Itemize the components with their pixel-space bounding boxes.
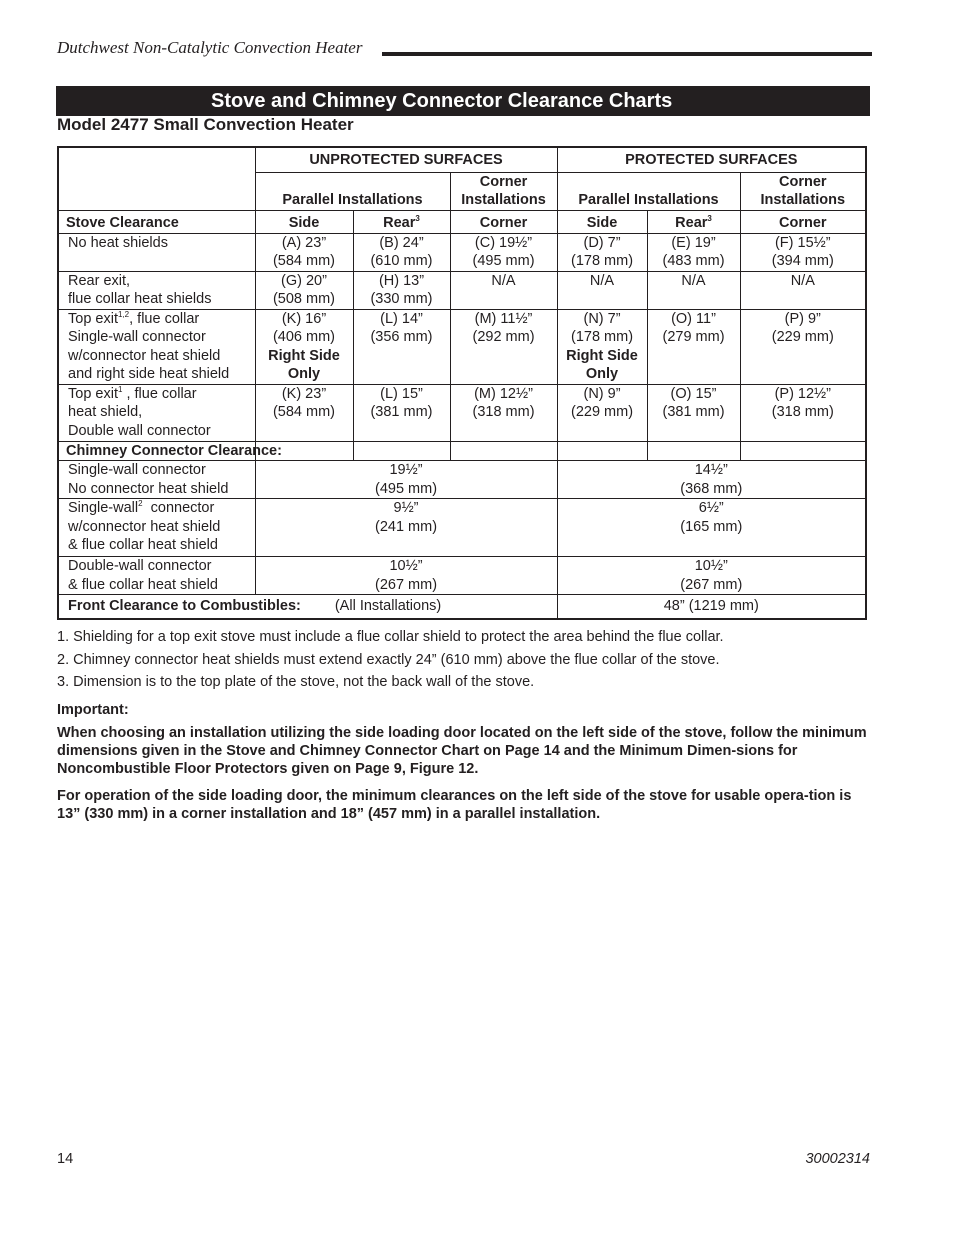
front-clearance-row	[58, 595, 866, 619]
value-cell: 10½” (267 mm)	[255, 557, 557, 595]
row-label: Rear exit, flue collar heat shields	[58, 271, 255, 309]
footnote: 2. Chimney connector heat shields must extend exactly 24” (610 mm) above the flue collar of the stove.	[57, 651, 720, 668]
value-cell: (L) 15” (381 mm)	[353, 384, 450, 441]
row-label: Top exit$^1$ , flue collar heat shield, Double wall connector	[58, 384, 255, 441]
front-clearance-value: 48” (1219 mm)	[557, 595, 866, 619]
important-paragraph-2: For operation of the side loading door, the minimum clearances on the left side of the stove for usable opera-tion is 13” (330 mm) in a corner installation and 18” (457 mm) in a parallel installation.	[57, 788, 852, 822]
value-cell: (M) 12½” (318 mm)	[450, 384, 557, 441]
protected-parallel-header: Parallel Installations	[557, 172, 740, 210]
value-cell: (F) 15½” (394 mm)	[740, 233, 866, 271]
header-blank-cell	[58, 147, 255, 210]
row-label: Top exit$^{1,2}$, flue collar Single-wall connector w/connector heat shield and right side heat shield	[58, 309, 255, 384]
table-row	[58, 309, 866, 384]
value-cell: (K) 16” (406 mm) Right Side Only	[255, 309, 353, 384]
table-row	[58, 557, 866, 595]
table-row	[58, 233, 866, 271]
chimney-connector-heading: Chimney Connector Clearance:	[58, 441, 255, 461]
value-cell: (N) 9” (229 mm)	[557, 384, 647, 441]
value-cell: N/A	[450, 271, 557, 309]
table-row	[58, 271, 866, 309]
value-cell: (O) 15” (381 mm)	[647, 384, 740, 441]
important-heading: Important:	[57, 702, 129, 718]
footnote: 1. Shielding for a top exit stove must include a flue collar shield to protect the area behind the flue collar.	[57, 629, 724, 645]
table-row	[58, 461, 866, 499]
col-rear-unprotected: Rear$^3$	[353, 210, 450, 233]
value-cell: (O) 11” (279 mm)	[647, 309, 740, 384]
table-header-row	[58, 147, 866, 172]
value-cell: N/A	[647, 271, 740, 309]
row-label: Double-wall connector & flue collar heat shield	[58, 557, 255, 595]
row-label: Single-wall$^2$ connector w/connector heat shield & flue collar heat shield	[58, 499, 255, 557]
running-title: Dutchwest Non-Catalytic Convection Heater	[57, 38, 363, 57]
col-side-unprotected: Side	[255, 210, 353, 233]
section-title-banner: Stove and Chimney Connector Clearance Charts	[56, 86, 870, 116]
model-title: Model 2477 Small Convection Heater	[57, 115, 354, 134]
row-label: No heat shields	[58, 233, 255, 271]
value-cell: N/A	[740, 271, 866, 309]
table-row	[58, 499, 866, 557]
front-clearance-label: Front Clearance to Combustibles:	[68, 598, 301, 614]
value-cell: (G) 20” (508 mm)	[255, 271, 353, 309]
important-paragraph-1: When choosing an installation utilizing the side loading door located on the left side of the stove, follow the minimum dimensions given in the Stove and Chimney Connector Chart on Page 14 and the Minimum Dimen-sions for Noncombustible Floor Protectors given on Page 9, Figure 12.	[57, 725, 867, 777]
front-clearance-label-cell	[58, 595, 557, 619]
unprotected-corner-header: Corner Installations	[450, 172, 557, 210]
value-cell: 14½” (368 mm)	[557, 461, 866, 499]
col-corner-unprotected: Corner	[450, 210, 557, 233]
value-cell: (P) 12½” (318 mm)	[740, 384, 866, 441]
value-cell: (A) 23” (584 mm)	[255, 233, 353, 271]
front-clearance-note: (All Installations)	[334, 598, 442, 614]
value-cell: (P) 9” (229 mm)	[740, 309, 866, 384]
value-cell: (C) 19½” (495 mm)	[450, 233, 557, 271]
col-rear-protected: Rear$^3$	[647, 210, 740, 233]
footnotes	[57, 628, 877, 696]
unprotected-parallel-header: Parallel Installations	[255, 172, 450, 210]
value-cell: (H) 13” (330 mm)	[353, 271, 450, 309]
document-number: 30002314	[805, 1151, 870, 1167]
value-cell: 9½” (241 mm)	[255, 499, 557, 557]
value-cell: 6½” (165 mm)	[557, 499, 866, 557]
col-corner-protected: Corner	[740, 210, 866, 233]
value-cell: (M) 11½” (292 mm)	[450, 309, 557, 384]
protected-surfaces-header: PROTECTED SURFACES	[557, 147, 866, 172]
value-cell: 19½” (495 mm)	[255, 461, 557, 499]
value-cell: N/A	[557, 271, 647, 309]
running-header	[57, 38, 872, 62]
value-cell: (B) 24” (610 mm)	[353, 233, 450, 271]
value-cell: (L) 14” (356 mm)	[353, 309, 450, 384]
value-cell: (K) 23” (584 mm)	[255, 384, 353, 441]
chimney-heading-row	[58, 441, 866, 461]
value-cell: 10½” (267 mm)	[557, 557, 866, 595]
page-number: 14	[57, 1151, 74, 1167]
column-label-row	[58, 210, 866, 233]
header-rule	[382, 52, 872, 56]
table-row	[58, 384, 866, 441]
clearance-table	[57, 146, 867, 620]
protected-corner-header: Corner Installations	[740, 172, 866, 210]
stove-clearance-label: Stove Clearance	[58, 210, 255, 233]
unprotected-surfaces-header: UNPROTECTED SURFACES	[255, 147, 557, 172]
value-cell: (D) 7” (178 mm)	[557, 233, 647, 271]
row-label: Single-wall connector No connector heat shield	[58, 461, 255, 499]
value-cell: (N) 7” (178 mm) Right Side Only	[557, 309, 647, 384]
col-side-protected: Side	[557, 210, 647, 233]
footnote: 3. Dimension is to the top plate of the stove, not the back wall of the stove.	[57, 674, 535, 690]
value-cell: (E) 19” (483 mm)	[647, 233, 740, 271]
